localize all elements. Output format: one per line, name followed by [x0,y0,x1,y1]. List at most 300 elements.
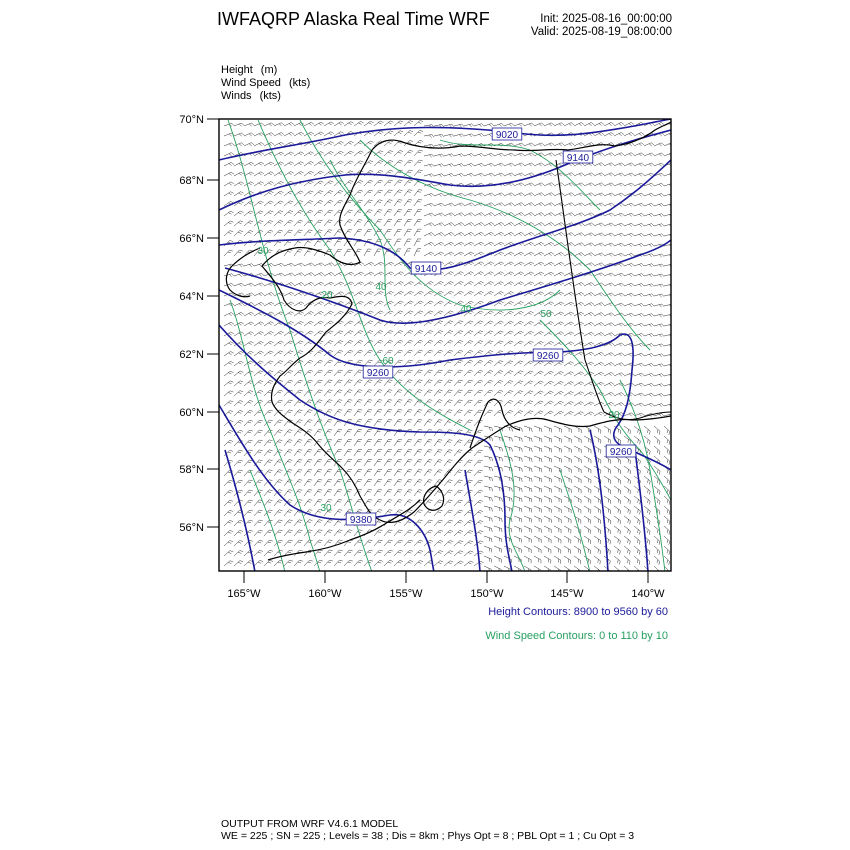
wind-barb [604,243,614,246]
wind-barb [654,214,664,217]
wind-barb [244,133,254,136]
wind-barb [544,143,554,146]
wind-barb [264,460,273,466]
wind-barb [604,253,614,256]
wind-barb [264,510,273,516]
wind-barb [524,321,534,326]
wind-barb [294,450,302,456]
wind-barb [554,546,561,554]
wind-barb [224,192,234,196]
wind-barb [284,220,293,226]
wind-barb [644,214,654,217]
wind-barb [534,446,542,452]
wind-barb [564,332,574,336]
wind-barb [494,331,503,336]
wind-barb [374,121,384,126]
wind-barb [394,439,402,446]
wind-barb [554,476,562,483]
wind-barb [564,123,574,126]
wind-barb [634,143,644,146]
wind-barb [574,233,584,236]
wind-barb [344,380,353,386]
wind-barb [444,380,453,386]
wind-barb [634,373,644,376]
wind-barb [394,480,402,487]
wind-barb [604,353,614,356]
wind-barb [304,380,313,386]
wind-barb [484,556,492,563]
wind-barb [464,193,474,196]
wind-barb [354,282,364,286]
wind-barb [664,374,674,377]
wind-barb [484,242,494,246]
wind-barb [224,172,234,176]
wind-barb [424,470,432,476]
wind-barb [334,400,342,406]
wind-barb [404,480,412,487]
speed-contour [540,320,671,500]
wind-barb [464,242,474,246]
wind-barb [634,223,644,226]
wind-barb [424,311,433,316]
wind-barb [474,400,483,406]
height-contour [465,470,480,572]
wind-barb [224,231,233,236]
field-name: Wind Speed [221,77,281,89]
wind-barb [354,410,362,417]
wind-barb [424,350,433,356]
wind-barb [614,353,624,356]
wind-barb [294,430,302,436]
wind-barb [514,411,523,417]
wind-barb [274,211,283,216]
wind-barb [504,361,513,366]
wind-barb [354,390,362,396]
wind-barb [654,364,664,367]
lon-label: 165°W [227,588,261,600]
wind-barb [254,540,263,546]
wind-barb [574,412,584,416]
wind-barb [244,500,253,506]
wind-barb [474,124,484,127]
wind-barb [544,476,552,483]
wind-barb [344,410,352,417]
wind-barb [524,173,534,176]
wind-barb [384,410,392,417]
wind-barb [444,281,454,286]
wind-barb [524,381,533,386]
wind-barb [584,496,591,504]
wind-barb [664,334,674,337]
wind-barb [524,566,531,573]
wind-barb [394,500,402,506]
wind-barb [494,536,502,542]
wind-barb [404,200,412,207]
lon-label: 145°W [550,588,584,600]
wind-barb [244,211,253,216]
wind-barb [494,262,504,266]
field-unit: (m) [260,64,278,76]
lat-label: 64°N [179,291,204,303]
wind-barb [634,516,640,524]
wind-barb [634,556,640,565]
field-name: Winds [221,90,252,102]
wind-barb [304,440,312,447]
wind-barb [464,541,473,546]
wind-barb [484,380,493,386]
wind-barb [614,273,624,276]
wind-barb [614,133,624,137]
wind-barb [424,410,432,416]
wind-barb [324,210,333,216]
wind-barb [534,411,543,416]
wind-barb [224,211,234,216]
wind-barb [584,223,594,226]
wind-barb [404,470,412,477]
wind-barb [284,341,293,346]
wind-barb [464,331,473,336]
wind-barb [404,350,413,356]
lon-label: 155°W [389,588,423,600]
wind-barb [304,311,314,316]
wind-barb [454,360,463,366]
wind-barb [374,410,382,417]
wind-barb [454,321,463,326]
wind-barb [564,436,571,443]
wind-barb [224,283,234,286]
wind-barb [584,183,594,186]
wind-barb [424,400,432,406]
wind-barb [644,324,654,327]
wind-barb [394,180,403,186]
wind-barb [634,284,644,287]
wind-barb [394,331,403,337]
wind-barb [564,516,571,523]
wind-barb [654,304,664,307]
wind-barb [524,516,532,523]
wind-barb [574,372,584,376]
wind-barb [564,382,574,387]
wind-barb [384,180,393,186]
wind-barb [414,150,423,156]
wind-barb [614,486,621,494]
wind-barb [644,314,654,317]
wind-barb [264,331,274,336]
wind-speed-contour-label: 30 [320,503,332,514]
wind-barb [484,173,494,176]
wind-barb [294,240,302,246]
wind-barb [494,153,504,156]
wind-barb [534,566,541,574]
wind-barb [554,312,564,316]
wind-barb [594,183,604,186]
wind-barb [394,291,404,296]
wind-barb [324,400,332,406]
wind-barb [614,526,620,534]
wind-barb [434,540,443,546]
height-contour [219,160,671,270]
wind-barb [454,480,463,486]
wind-barb [284,400,293,406]
wind-barb [484,163,494,166]
wind-barb [364,490,372,497]
wind-barb [564,456,571,463]
wind-barb [564,292,574,296]
wind-barb [454,213,464,216]
wind-barb [304,360,313,366]
wind-barb [464,360,473,366]
wind-barb [434,460,442,466]
wind-barb [274,263,284,266]
wind-barb [514,163,524,166]
wind-barb [284,530,293,536]
wind-barb [514,446,522,452]
wind-barb [534,213,544,216]
wind-barb [464,531,473,537]
wind-barb [244,341,254,346]
wind-barb [614,173,624,176]
wind-barb [224,371,234,376]
wind-barb [594,193,604,196]
wind-barb [524,193,534,196]
wind-barb [654,394,664,397]
wind-barb [334,161,344,166]
wind-barb [384,500,392,506]
wind-barb [514,391,523,396]
wind-barb [374,479,382,486]
wind-barb [234,450,243,456]
wind-barb [364,429,372,436]
wind-barb [304,450,312,457]
wind-barb [404,131,413,137]
wind-barb [284,201,293,206]
wind-barb [264,500,273,506]
wind-barb [334,490,342,497]
wind-barb [334,439,342,446]
wind-barb [624,133,634,137]
wind-barb [664,426,670,435]
wind-barb [544,446,552,452]
wind-barb [604,392,614,396]
wind-barb [634,163,644,166]
wind-barb [634,546,640,555]
wind-barb [654,546,660,555]
wind-barb [294,520,302,526]
wind-barb [294,273,304,276]
wind-barb [364,229,372,236]
wind-barb [584,476,591,483]
wind-barb [624,413,634,416]
wind-barb [654,294,664,297]
wind-barb [544,426,552,432]
wind-barb [594,402,604,406]
wind-barb [404,282,414,287]
wind-barb [654,194,664,197]
wind-barb [534,272,544,276]
wind-barb [434,321,443,326]
wind-barb [594,223,604,226]
wind-barb [464,390,473,396]
wind-speed-contour-label: 50 [540,309,552,320]
wind-barb [344,390,352,396]
wind-barb [274,331,284,336]
wind-barb [474,262,484,266]
wind-barb [614,253,624,256]
wind-barb [424,174,434,177]
wind-barb [354,331,363,336]
wind-barb [594,293,604,296]
wind-barb [584,173,594,176]
wind-barb [534,426,542,432]
wind-barb [364,321,373,326]
wind-barb [474,351,483,357]
wind-barb [284,430,292,436]
wind-barb [514,301,524,306]
wind-barb [664,264,674,267]
wind-barb [364,479,372,486]
wind-barb [294,312,304,316]
wind-barb [224,551,233,556]
wind-barb [344,141,354,146]
wind-barb [434,520,443,526]
wind-barb [224,352,234,357]
wind-barb [464,203,474,206]
wind-barb [524,282,534,286]
wind-barb [514,401,523,407]
wind-barb [404,390,412,396]
wind-barb [394,121,403,126]
wind-barb [644,274,654,277]
wind-barb [624,476,631,484]
wind-barb [224,153,234,156]
wind-barb [304,171,314,176]
wind-barb [574,213,584,216]
wind-barb [324,380,333,386]
wind-barb [664,294,674,297]
wind-barb [534,371,543,376]
wind-barb [664,314,674,317]
wind-barb [224,401,233,406]
wind-barb [254,520,263,526]
wind-barb [414,410,422,416]
wind-barb [404,330,413,336]
wind-barb [284,410,293,416]
wind-barb [544,223,554,227]
wind-barb [564,486,571,493]
wind-barb [434,164,444,167]
wind-barb [524,446,532,452]
field-name: Height [221,64,253,76]
wind-barb [634,383,644,386]
wind-barb [584,213,594,216]
wind-barb [274,142,284,146]
wind-barb [574,193,584,196]
wind-barb [464,341,473,347]
wind-barb [434,400,442,406]
wind-barb [294,560,303,566]
wind-barb [244,400,253,406]
wind-barb [314,311,324,316]
wind-barb [434,370,443,376]
wind-barb [264,361,273,366]
wind-barb [434,440,442,446]
wind-barb [304,230,313,236]
wind-barb [324,191,333,197]
wind-speed-contour-label: 40 [375,282,387,293]
wind-barb [634,323,644,326]
lon-label: 140°W [631,588,665,600]
lat-label: 66°N [179,233,204,245]
wind-barb [294,132,304,136]
wind-barb [334,151,344,156]
wind-barb [664,194,674,197]
wind-barb [484,331,493,336]
wind-barb [294,230,303,236]
wind-barb [454,272,464,276]
wind-barb [434,134,444,137]
wind-barb [664,404,674,407]
wind-barb [414,400,422,406]
wind-barb [524,203,534,206]
wind-barb [654,183,664,186]
wind-barb [404,219,412,226]
wind-barb [304,430,312,436]
wind-barb [574,312,584,316]
wind-barb [294,250,302,257]
wind-barb [434,203,444,206]
wind-barb [434,420,442,426]
wind-barb [224,250,233,256]
wind-barb [594,556,600,564]
wind-barb [474,252,484,256]
wind-barb [414,490,422,496]
wind-barb [474,341,483,346]
wind-barb [474,291,484,296]
wind-barb [284,450,292,456]
wind-barb [284,520,293,526]
wind-barb [414,460,422,467]
wind-barb [324,230,332,236]
wind-barb [324,341,333,346]
wind-barb [434,144,444,147]
wind-barb [624,213,634,216]
wind-barb [274,460,282,466]
wind-barb [584,283,594,286]
wind-barb [284,230,293,236]
wind-barb [254,221,263,226]
wind-barb [394,550,403,556]
wind-barb [404,150,413,156]
wind-barb [424,213,434,216]
wind-barb [284,132,294,136]
wind-barb [434,193,444,196]
lat-label: 70°N [179,114,204,126]
wind-barb [584,303,594,307]
wind-barb [644,506,650,515]
wind-barb [604,363,614,367]
wind-barb [494,213,504,216]
wind-barb [254,530,263,536]
wind-barb [554,426,562,433]
wind-barb [454,291,464,296]
wind-barb [224,510,233,516]
wind-barb [504,301,514,306]
wind-barb [554,223,564,226]
wind-barb [514,183,524,186]
wind-barb [604,163,614,166]
wind-barb [304,152,314,156]
wind-barb [584,123,594,127]
